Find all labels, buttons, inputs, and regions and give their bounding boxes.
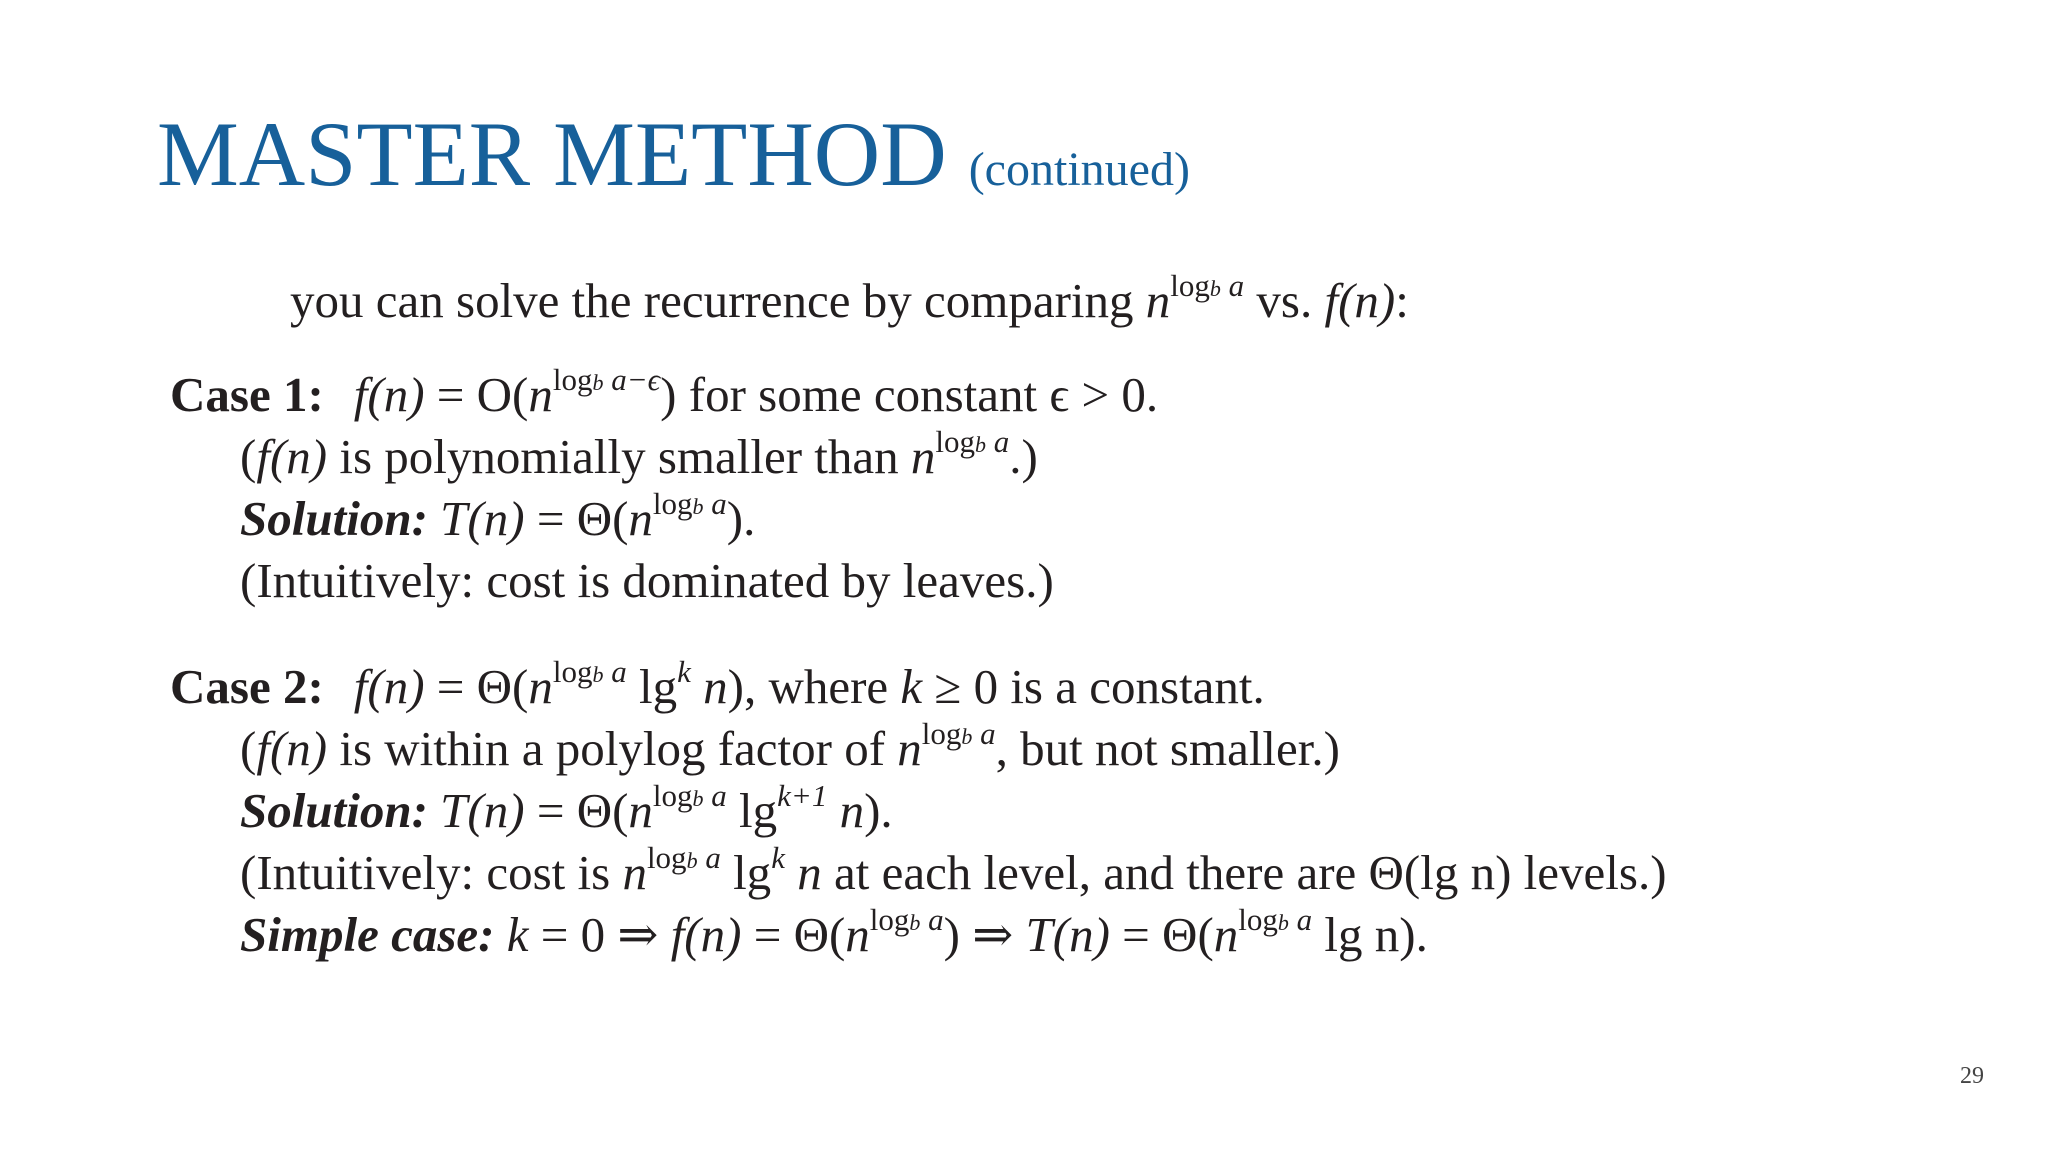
case1-condition: for some constant ϵ > 0. — [676, 367, 1159, 422]
case2-fn: f(n) — [353, 659, 425, 714]
case2-intuition: (Intuitively: cost is $n^{logb a}$ $\lg^k n$ at each level, and there are Θ(lg n) levels.) — [240, 840, 1667, 900]
intro-n: n — [1145, 273, 1171, 328]
case1-exponent: logb a−ϵ — [552, 362, 661, 397]
case1-note-text: is polynomially smaller than — [327, 429, 911, 484]
case1-label: Case 1: — [170, 367, 324, 422]
intro-colon: : — [1395, 273, 1409, 328]
case2-simple-case: Simple case: k = 0 ⇒ $f(n) = \Theta(n^{logb a})$ ⇒ $T(n) = \Theta(n^{logb a}$ lg n). — [240, 902, 1428, 962]
case2-note: (f(n) is within a polylog factor of $n^{logb a}$, but not smaller.) — [240, 716, 1340, 776]
case2-solution: Solution: $T(n) = \Theta(n^{logb a}$ $\lg^{k+1} n$). — [240, 778, 893, 838]
intro-vs: vs. — [1244, 273, 1325, 328]
case2-exponent: logb a — [552, 654, 627, 689]
case1-statement — [170, 362, 1159, 422]
case1-solution: Solution: $T(n) = \Theta(n^{logb a})$. — [240, 486, 756, 546]
slide-title — [157, 103, 1190, 205]
simple-case-exponent-1: logb a — [869, 902, 944, 937]
simple-case-label: Simple case: — [240, 907, 495, 962]
intro-fn: f(n) — [1324, 273, 1396, 328]
case1-eq: = O( — [424, 367, 529, 422]
case1-fn: f(n) — [353, 367, 425, 422]
case2-label: Case 2: — [170, 659, 324, 714]
case1-solution-exponent: logb a — [652, 486, 727, 521]
intro-exponent: logb a — [1170, 268, 1245, 303]
case2-solution-exponent: logb a — [652, 778, 727, 813]
case1-intuition: (Intuitively: cost is dominated by leaves.) — [240, 553, 1054, 608]
case1-note-fn: f(n) — [256, 429, 328, 484]
page-number: 29 — [1960, 1063, 1984, 1089]
case2-intuition-exponent: logb a — [646, 840, 721, 875]
intro-text: you can solve the recurrence by comparing — [290, 273, 1146, 328]
case2-note-fn: f(n) — [256, 721, 328, 776]
case1-note: (f(n) is polynomially smaller than $n^{logb a}$.) — [240, 424, 1038, 484]
case1-close: ) — [660, 367, 677, 422]
case2-solution-label: Solution: — [240, 783, 428, 838]
title-subtitle: (continued) — [968, 143, 1190, 196]
case2-statement: Case 2: $f(n) = \Theta(n^{logb a}$ $\lg^k n$), where k ≥ 0 is a constant. — [170, 654, 1265, 714]
case2-note-exponent: logb a — [921, 716, 996, 751]
case1-n: n — [528, 367, 553, 422]
case1-note-exponent: logb a — [935, 424, 1010, 459]
simple-case-exponent-2: logb a — [1238, 902, 1313, 937]
intro-line — [290, 268, 1409, 328]
title-main: MASTER METHOD — [157, 103, 947, 205]
case1-solution-label: Solution: — [240, 491, 428, 546]
